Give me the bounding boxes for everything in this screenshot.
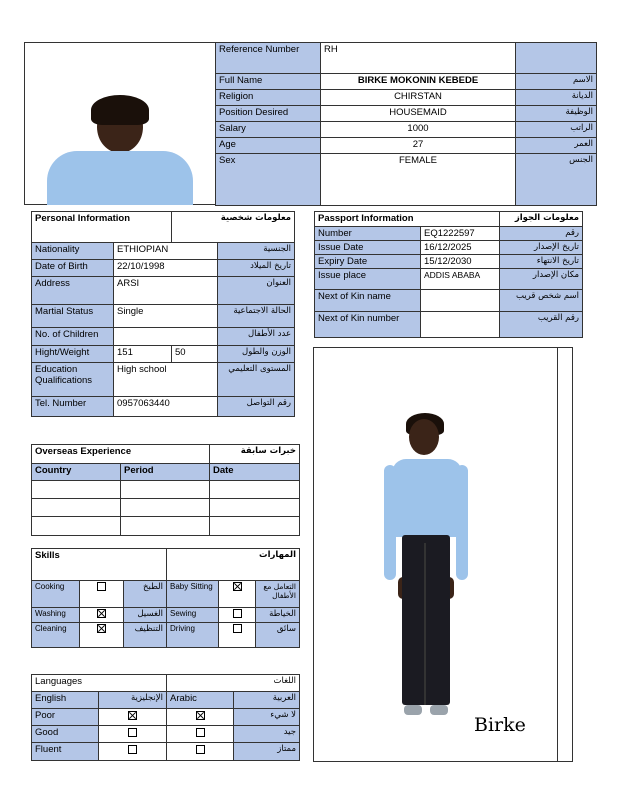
passport-number-label: Number — [315, 227, 421, 241]
personal-title-ar: معلومات شخصية — [172, 212, 295, 243]
kin-number-ar: رقم القريب — [500, 312, 583, 338]
kin-number-label: Next of Kin number — [315, 312, 421, 338]
overseas-col-country: Country — [32, 464, 121, 481]
address-ar: العنوان — [218, 277, 295, 305]
skill-cleaning-checkbox[interactable] — [97, 624, 106, 633]
skill-babysitting-label: Baby Sitting — [167, 581, 219, 608]
languages-title: Languages — [32, 675, 167, 692]
kin-name-label: Next of Kin name — [315, 290, 421, 312]
height-weight-label: Hight/Weight — [32, 346, 114, 363]
level-poor-label: Poor — [32, 709, 99, 726]
passport-number-ar: رقم — [500, 227, 583, 241]
skill-driving-ar: سائق — [256, 623, 300, 648]
expiry-date-label: Expiry Date — [315, 255, 421, 269]
children-ar: عدد الأطفال — [218, 328, 295, 346]
full-body-photo — [384, 413, 474, 728]
issue-place-value: ADDIS ABABA — [421, 269, 500, 290]
personal-title: Personal Information — [32, 212, 172, 243]
fullname-label: Full Name — [216, 74, 321, 90]
skills-title: Skills — [32, 549, 167, 581]
dob-ar: تاريخ الميلاد — [218, 260, 295, 277]
issue-date-value: 16/12/2025 — [421, 241, 500, 255]
sex-label: Sex — [216, 154, 321, 206]
children-value — [114, 328, 218, 346]
nationality-label: Nationality — [32, 243, 114, 260]
passport-number-value: EQ1222597 — [421, 227, 500, 241]
overseas-title: Overseas Experience — [32, 445, 210, 464]
skill-sewing-checkbox[interactable] — [233, 609, 242, 618]
fullname-value: BIRKE MOKONIN KEBEDE — [321, 74, 516, 90]
portrait-photo — [45, 95, 195, 205]
languages-table — [31, 674, 300, 761]
english-poor-checkbox[interactable] — [128, 711, 137, 720]
arabic-good-checkbox[interactable] — [196, 728, 205, 737]
kin-name-ar: اسم شخص قريب — [500, 290, 583, 312]
arabic-label: Arabic — [167, 692, 234, 709]
skill-sewing-label: Sewing — [167, 608, 219, 623]
overseas-experience-table — [31, 444, 300, 536]
skill-washing-ar: الغسيل — [124, 608, 167, 623]
skill-cooking-checkbox[interactable] — [97, 582, 106, 591]
education-value: High school — [114, 363, 218, 397]
english-fluent-checkbox[interactable] — [128, 745, 137, 754]
address-label: Address — [32, 277, 114, 305]
level-good-label: Good — [32, 726, 99, 743]
kin-number-value — [421, 312, 500, 338]
marital-ar: الحالة الاجتماعية — [218, 305, 295, 328]
fullname-ar: الاسم — [516, 74, 597, 90]
english-good-checkbox[interactable] — [128, 728, 137, 737]
table-row — [32, 499, 300, 517]
table-row — [32, 517, 300, 536]
religion-label: Religion — [216, 90, 321, 106]
nationality-ar: الجنسية — [218, 243, 295, 260]
nationality-value: ETHIOPIAN — [114, 243, 218, 260]
languages-title-ar: اللغات — [167, 675, 300, 692]
children-label: No. of Children — [32, 328, 114, 346]
skill-sewing-ar: الخياطة — [256, 608, 300, 623]
kin-name-value — [421, 290, 500, 312]
passport-info-table — [314, 211, 583, 338]
dob-value: 22/10/1998 — [114, 260, 218, 277]
tel-value: 0957063440 — [114, 397, 218, 417]
dob-label: Date of Birth — [32, 260, 114, 277]
expiry-date-ar: تاريخ الانتهاء — [500, 255, 583, 269]
address-value: ARSI — [114, 277, 218, 305]
issue-date-ar: تاريخ الإصدار — [500, 241, 583, 255]
arabic-fluent-checkbox[interactable] — [196, 745, 205, 754]
religion-value: CHIRSTAN — [321, 90, 516, 106]
passport-title-ar: معلومات الجواز — [500, 212, 583, 227]
skill-driving-checkbox[interactable] — [233, 624, 242, 633]
full-body-photo-frame — [313, 347, 573, 762]
skills-title-ar: المهارات — [167, 549, 300, 581]
weight-value: 50 — [172, 346, 218, 363]
height-value: 151 — [114, 346, 172, 363]
personal-info-table — [31, 211, 295, 417]
age-ar: العمر — [516, 138, 597, 154]
overseas-col-period: Period — [121, 464, 210, 481]
skill-cooking-label: Cooking — [32, 581, 80, 608]
marital-value: Single — [114, 305, 218, 328]
skill-washing-label: Washing — [32, 608, 80, 623]
skill-cooking-ar: الطبخ — [124, 581, 167, 608]
position-ar: الوظيفة — [516, 106, 597, 122]
skill-washing-checkbox[interactable] — [97, 609, 106, 618]
issue-place-label: Issue place — [315, 269, 421, 290]
skill-cleaning-label: Cleaning — [32, 623, 80, 648]
position-label: Position Desired — [216, 106, 321, 122]
tel-ar: رقم التواصل — [218, 397, 295, 417]
skill-driving-label: Driving — [167, 623, 219, 648]
photo-caption: Birke — [474, 714, 526, 736]
english-label: English — [32, 692, 99, 709]
issue-place-ar: مكان الإصدار — [500, 269, 583, 290]
english-ar: الإنجليزية — [99, 692, 167, 709]
header-table — [215, 42, 597, 206]
tel-label: Tel. Number — [32, 397, 114, 417]
level-fluent-label: Fluent — [32, 743, 99, 761]
marital-label: Martial Status — [32, 305, 114, 328]
overseas-title-ar: خبرات سابقة — [210, 445, 300, 464]
level-fluent-ar: ممتاز — [234, 743, 300, 761]
header-photo-cell — [24, 42, 216, 205]
arabic-ar: العربية — [234, 692, 300, 709]
education-label: Education Qualifications — [32, 363, 114, 397]
skill-babysitting-checkbox[interactable] — [233, 582, 242, 591]
table-row — [32, 481, 300, 499]
salary-value: 1000 — [321, 122, 516, 138]
height-weight-ar: الوزن والطول — [218, 346, 295, 363]
salary-ar: الراتب — [516, 122, 597, 138]
overseas-col-date: Date — [210, 464, 300, 481]
position-value: HOUSEMAID — [321, 106, 516, 122]
skills-table — [31, 548, 300, 648]
passport-title: Passport Information — [315, 212, 500, 227]
sex-ar: الجنس — [516, 154, 597, 206]
sex-value: FEMALE — [321, 154, 516, 206]
arabic-poor-checkbox[interactable] — [196, 711, 205, 720]
level-poor-ar: لا شيء — [234, 709, 300, 726]
salary-label: Salary — [216, 122, 321, 138]
reference-label: Reference Number — [216, 43, 321, 74]
religion-ar: الديانة — [516, 90, 597, 106]
issue-date-label: Issue Date — [315, 241, 421, 255]
age-label: Age — [216, 138, 321, 154]
level-good-ar: جيد — [234, 726, 300, 743]
reference-value: RH — [321, 43, 516, 74]
education-ar: المستوى التعليمي — [218, 363, 295, 397]
age-value: 27 — [321, 138, 516, 154]
skill-cleaning-ar: التنظيف — [124, 623, 167, 648]
expiry-date-value: 15/12/2030 — [421, 255, 500, 269]
reference-ar — [516, 43, 597, 74]
skill-babysitting-ar: التعامل مع الأطفال — [256, 581, 300, 608]
